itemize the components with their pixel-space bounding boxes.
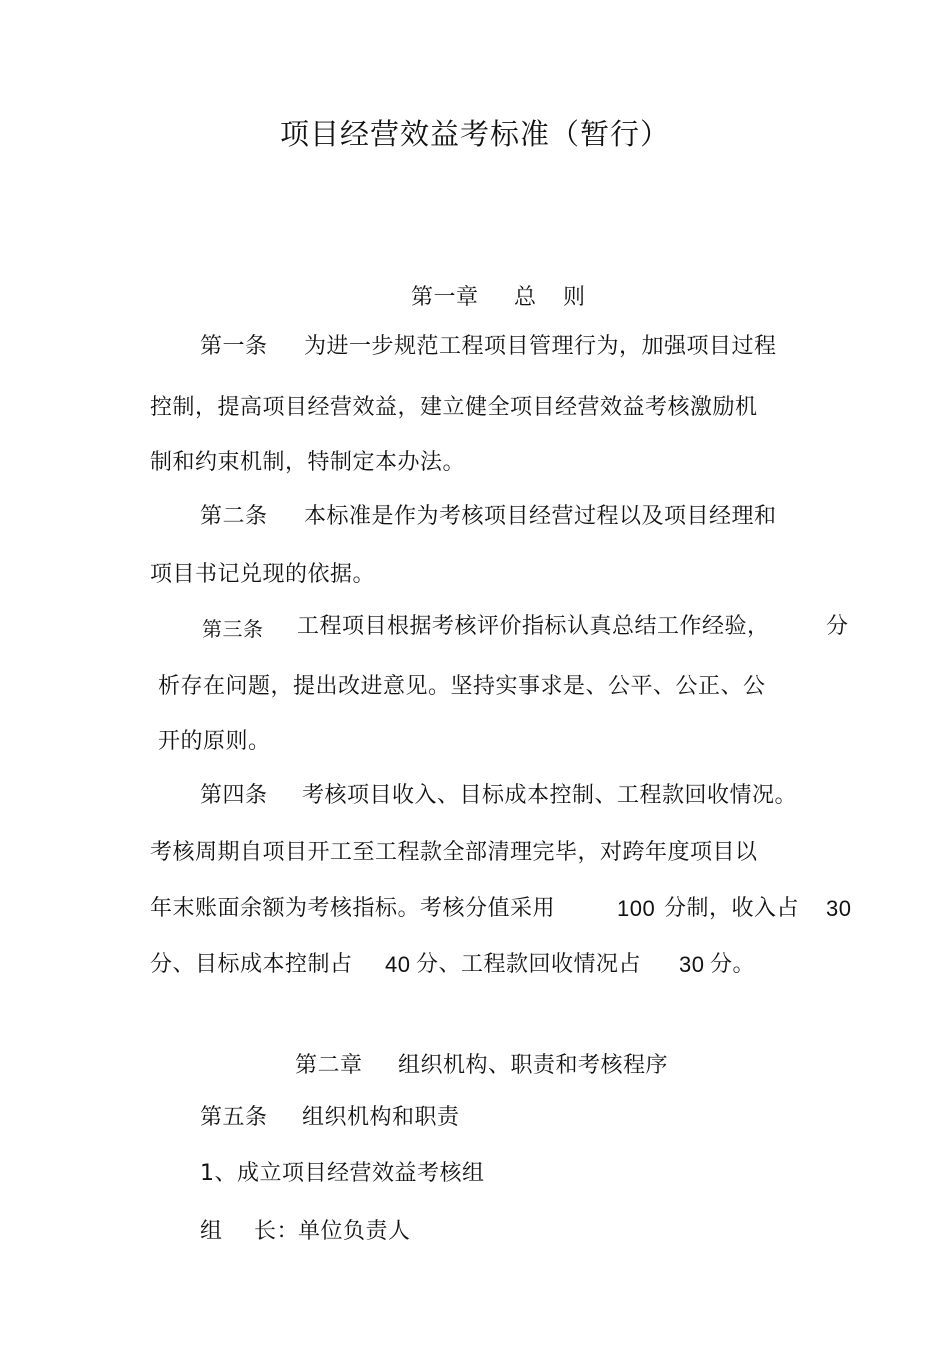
article-3-line-1-tail: 分 [826,614,849,639]
article-4-line-1: 考核项目收入、目标成本控制、工程款回收情况。 [302,783,798,808]
article-4-line-4-c: 分、工程款回收情况占 [416,952,642,977]
leader-value: 单位负责人 [298,1219,411,1244]
article-4-line-4-a: 分、目标成本控制占 [150,952,353,977]
article-4-score-income: 30 [826,896,852,921]
article-1-label: 第一条 [200,334,268,359]
article-5-label: 第五条 [200,1105,268,1130]
article-3-line-1: 工程项目根据考核评价指标认真总结工作经验， [297,614,770,639]
article-4-line-2: 考核周期自项目开工至工程款全部清理完毕，对跨年度项目以 [150,840,758,865]
article-4-score-total: 100 [617,896,656,921]
article-2-line-2: 项目书记兑现的依据。 [150,562,376,587]
article-4-score-cost: 40 [385,952,411,977]
article-5-item-1: 1、成立项目经营效益考核组 [200,1161,485,1186]
leader-label-part2: 长： [254,1219,300,1244]
article-4-label: 第四条 [200,783,268,808]
article-4-line-4-e: 分。 [710,952,756,977]
chapter-1-title-part2: 则 [563,285,586,310]
article-2-label: 第二条 [200,504,268,529]
article-4-line-3-a: 年末账面余额为考核指标。考核分值采用 [150,896,556,921]
article-2-line-1: 本标准是作为考核项目经营过程以及项目经理和 [304,504,777,529]
article-1-line-2: 控制，提高项目经营效益，建立健全项目经营效益考核激励机 [150,395,758,420]
article-3-label: 第三条 [202,617,264,641]
document-title: 项目经营效益考标准（暂行） [279,117,670,151]
leader-label-part1: 组 [200,1219,223,1244]
article-4-line-3-c: 分制，收入占 [664,896,800,921]
article-3-line-2: 析存在问题，提出改进意见。坚持实事求是、公平、公正、公 [158,674,766,699]
chapter-1-number: 第一章 [411,285,479,310]
chapter-2-title: 组织机构、职责和考核程序 [398,1053,669,1078]
article-1-line-3: 制和约束机制，特制定本办法。 [150,450,466,475]
article-5-text: 组织机构和职责 [302,1105,460,1130]
article-4-score-collection: 30 [679,952,705,977]
chapter-2-number: 第二章 [295,1053,363,1078]
article-3-line-3: 开的原则。 [158,729,271,754]
article-1-line-1: 为进一步规范工程项目管理行为，加强项目过程 [304,334,777,359]
chapter-1-title-part1: 总 [514,285,537,310]
